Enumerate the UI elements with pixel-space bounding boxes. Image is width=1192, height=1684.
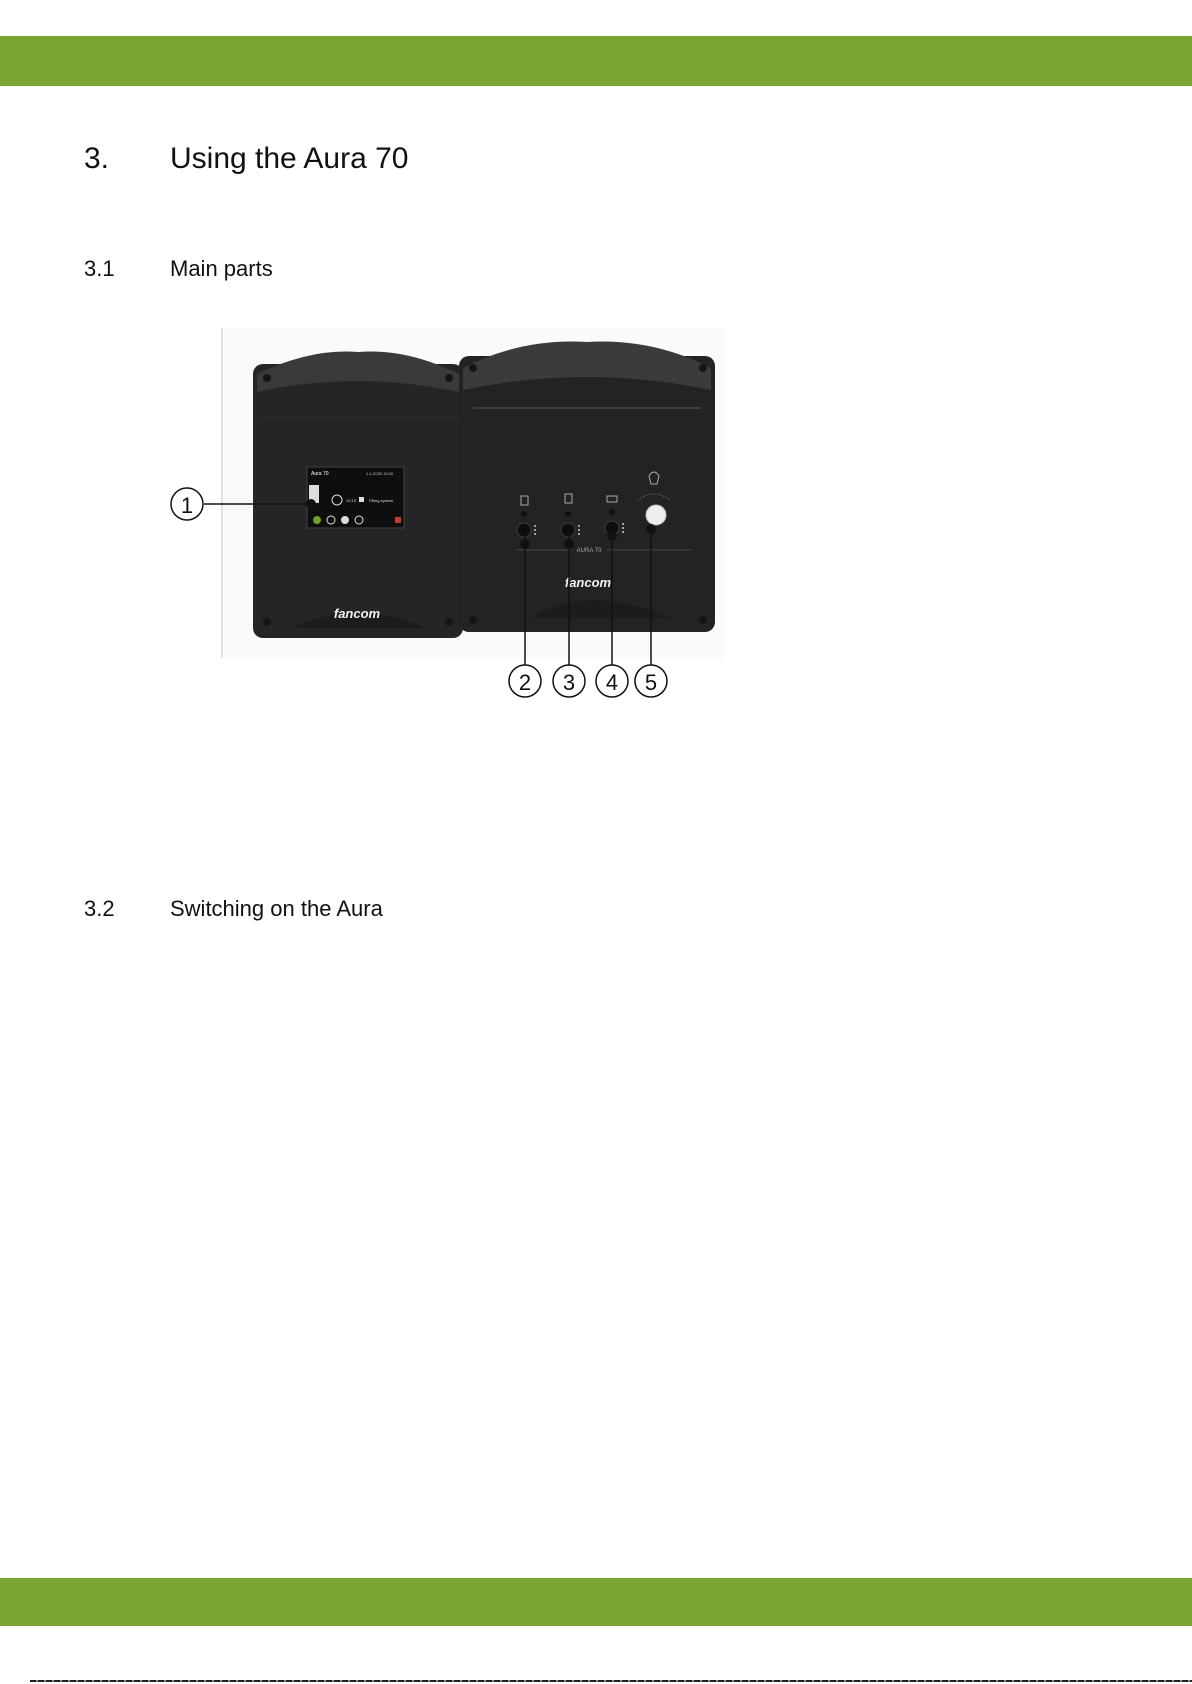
callout-4: [596, 665, 628, 697]
callout-label: 3: [562, 670, 576, 695]
section-number: 3.1: [84, 256, 115, 281]
callout-3: [553, 665, 585, 697]
footer-rule: [30, 1680, 1192, 1682]
callout-1: [171, 488, 203, 520]
callout-label: 2: [518, 670, 532, 695]
screen-time: 12:15: [346, 498, 357, 503]
callout-5: [635, 665, 667, 697]
screen-datetime: 1-1-2020 12:00: [366, 471, 394, 476]
device-label: AURA 70: [576, 548, 602, 554]
screen-status: Filling system: [369, 498, 394, 503]
section-title: Switching on the Aura: [170, 896, 383, 921]
callout-2: [509, 665, 541, 697]
section-title: Using the Aura 70: [170, 142, 409, 175]
footer-band: [0, 1578, 1192, 1626]
callout-layer: [0, 0, 1192, 720]
callout-label: 4: [605, 670, 619, 695]
section-number: 3.: [84, 142, 110, 175]
section-number: 3.2: [84, 896, 115, 921]
section-title: Main parts: [170, 256, 273, 281]
brand-logo-left: fancom: [333, 606, 381, 621]
callout-label: 1: [180, 493, 194, 518]
brand-logo-right: fancom: [564, 575, 612, 590]
callout-label: 5: [644, 670, 658, 695]
screen-title: Aura 70: [311, 471, 329, 477]
